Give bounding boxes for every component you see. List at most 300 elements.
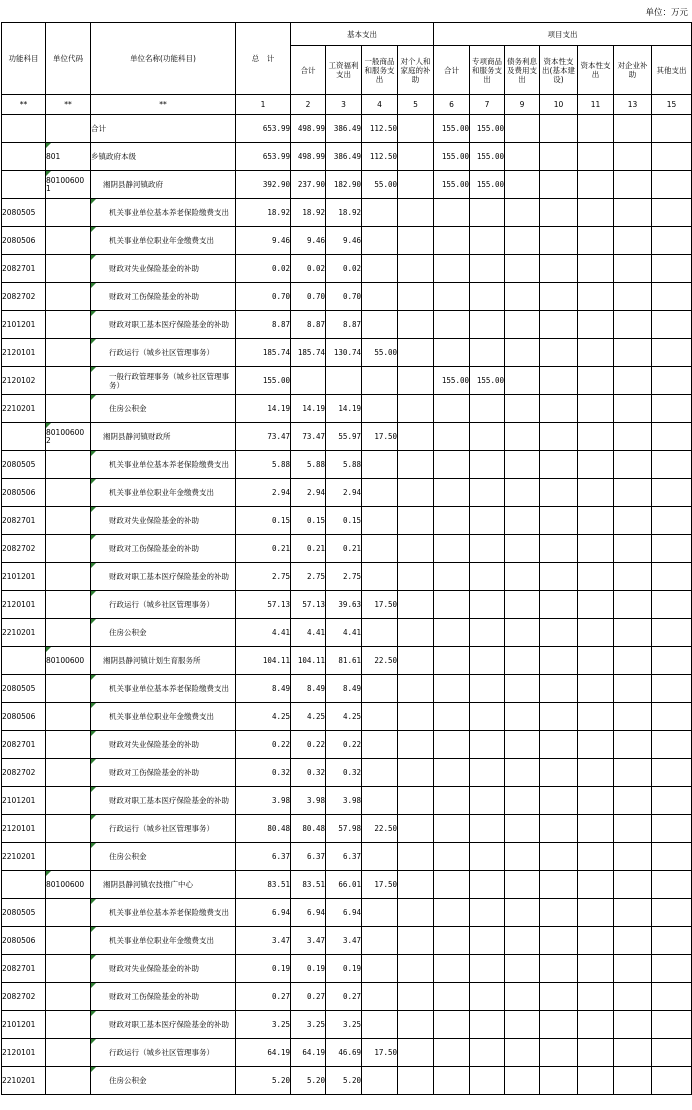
amount-cell: 9.46 — [236, 227, 291, 255]
amount-cell — [505, 451, 540, 479]
amount-cell: 155.00 — [470, 143, 505, 171]
cell-marker-icon — [91, 759, 96, 764]
amount-cell: 5.20 — [291, 1067, 326, 1095]
unit-name-cell: 乡镇政府本级 — [91, 143, 236, 171]
func-code-cell: 2082701 — [2, 507, 46, 535]
amount-cell — [614, 563, 652, 591]
amount-cell — [434, 1011, 470, 1039]
header-basic: 基本支出 — [291, 23, 434, 46]
amount-cell — [398, 619, 434, 647]
index-num: 10 — [540, 95, 578, 115]
unit-code-cell — [46, 591, 91, 619]
amount-cell: 0.27 — [236, 983, 291, 1011]
unit-name-cell: 住房公积金 — [91, 619, 236, 647]
amount-cell — [470, 1039, 505, 1067]
amount-cell — [614, 983, 652, 1011]
header-unit-name: 单位名称(功能科目) — [91, 23, 236, 95]
amount-cell — [470, 339, 505, 367]
amount-cell — [578, 1011, 614, 1039]
amount-cell — [578, 507, 614, 535]
amount-cell: 73.47 — [236, 423, 291, 451]
unit-code-text: 801 — [46, 151, 61, 161]
amount-cell — [398, 955, 434, 983]
unit-name-cell: 机关事业单位职业年金缴费支出 — [91, 703, 236, 731]
amount-cell — [652, 311, 692, 339]
index-num: 11 — [578, 95, 614, 115]
amount-cell: 0.19 — [236, 955, 291, 983]
amount-cell: 8.87 — [236, 311, 291, 339]
amount-cell — [614, 955, 652, 983]
unit-code-cell — [46, 1067, 91, 1095]
amount-cell: 3.47 — [236, 927, 291, 955]
table-row — [2, 759, 692, 787]
func-code-cell: 2120101 — [2, 591, 46, 619]
amount-cell — [540, 703, 578, 731]
amount-cell — [578, 311, 614, 339]
amount-cell — [614, 143, 652, 171]
amount-cell — [398, 759, 434, 787]
amount-cell — [652, 983, 692, 1011]
unit-name-cell: 机关事业单位基本养老保险缴费支出 — [91, 675, 236, 703]
amount-cell — [540, 311, 578, 339]
amount-cell — [505, 227, 540, 255]
amount-cell — [362, 1011, 398, 1039]
table-row — [2, 591, 692, 619]
amount-cell — [362, 759, 398, 787]
amount-cell — [652, 619, 692, 647]
amount-cell — [505, 311, 540, 339]
amount-cell — [540, 143, 578, 171]
amount-cell — [652, 899, 692, 927]
func-code-cell: 2080505 — [2, 451, 46, 479]
amount-cell: 14.19 — [326, 395, 362, 423]
amount-cell — [505, 871, 540, 899]
amount-cell: 9.46 — [326, 227, 362, 255]
unit-name-cell: 行政运行（城乡社区管理事务） — [91, 339, 236, 367]
amount-cell: 83.51 — [291, 871, 326, 899]
unit-code-cell — [46, 563, 91, 591]
amount-cell — [470, 563, 505, 591]
amount-cell — [362, 675, 398, 703]
amount-cell: 17.50 — [362, 591, 398, 619]
amount-cell — [470, 283, 505, 311]
unit-code-text: 801006001 — [46, 175, 85, 193]
unit-name-cell: 行政运行（城乡社区管理事务） — [91, 815, 236, 843]
amount-cell — [652, 507, 692, 535]
cell-marker-icon — [91, 255, 96, 260]
amount-cell: 6.94 — [291, 899, 326, 927]
amount-cell — [362, 787, 398, 815]
amount-cell: 18.92 — [291, 199, 326, 227]
table-row — [2, 1039, 692, 1067]
header-basic-col: 合计 — [291, 46, 326, 95]
amount-cell: 0.32 — [291, 759, 326, 787]
amount-cell — [326, 367, 362, 395]
header-total: 总 计 — [236, 23, 291, 95]
unit-name-cell: 湘阴县静河镇农技推广中心 — [91, 871, 236, 899]
amount-cell — [614, 199, 652, 227]
amount-cell — [614, 1039, 652, 1067]
amount-cell — [578, 199, 614, 227]
amount-cell — [540, 451, 578, 479]
amount-cell: 0.21 — [326, 535, 362, 563]
amount-cell — [578, 171, 614, 199]
amount-cell — [434, 619, 470, 647]
table-row — [2, 339, 692, 367]
unit-code-cell — [46, 283, 91, 311]
amount-cell — [398, 871, 434, 899]
amount-cell — [434, 759, 470, 787]
amount-cell — [505, 619, 540, 647]
amount-cell — [434, 871, 470, 899]
amount-cell — [540, 927, 578, 955]
table-row — [2, 843, 692, 871]
amount-cell — [578, 395, 614, 423]
amount-cell — [614, 1067, 652, 1095]
cell-marker-icon — [91, 843, 96, 848]
unit-name-cell: 财政对工伤保险基金的补助 — [91, 535, 236, 563]
amount-cell — [652, 787, 692, 815]
amount-cell — [470, 1011, 505, 1039]
unit-code-text: 80100600 — [46, 655, 85, 665]
unit-code-cell — [46, 843, 91, 871]
unit-name-cell: 机关事业单位职业年金缴费支出 — [91, 479, 236, 507]
cell-marker-icon — [46, 171, 51, 176]
func-code-cell: 2080506 — [2, 479, 46, 507]
amount-cell — [540, 339, 578, 367]
index-num: 13 — [614, 95, 652, 115]
amount-cell — [505, 731, 540, 759]
cell-marker-icon — [91, 479, 96, 484]
header-project-col: 债务利息及费用支出 — [505, 46, 540, 95]
amount-cell: 0.21 — [291, 535, 326, 563]
amount-cell — [578, 647, 614, 675]
amount-cell — [434, 787, 470, 815]
cell-marker-icon — [91, 619, 96, 624]
amount-cell: 3.25 — [236, 1011, 291, 1039]
amount-cell: 3.47 — [291, 927, 326, 955]
unit-name-cell: 机关事业单位基本养老保险缴费支出 — [91, 899, 236, 927]
amount-cell — [470, 843, 505, 871]
table-row — [2, 731, 692, 759]
amount-cell — [505, 759, 540, 787]
cell-marker-icon — [46, 423, 51, 428]
amount-cell: 2.94 — [291, 479, 326, 507]
amount-cell: 14.19 — [236, 395, 291, 423]
amount-cell — [652, 423, 692, 451]
amount-cell — [398, 983, 434, 1011]
amount-cell — [505, 171, 540, 199]
index-mark: ** — [91, 95, 236, 115]
header-project: 项目支出 — [434, 23, 692, 46]
amount-cell — [434, 591, 470, 619]
func-code-cell: 2210201 — [2, 619, 46, 647]
unit-code-cell — [46, 1011, 91, 1039]
amount-cell — [614, 479, 652, 507]
cell-marker-icon — [46, 143, 51, 148]
header-project-col: 资本性支出(基本建设) — [540, 46, 578, 95]
unit-code-cell — [46, 899, 91, 927]
amount-cell — [362, 367, 398, 395]
table-row — [2, 927, 692, 955]
amount-cell — [362, 255, 398, 283]
unit-name-cell: 机关事业单位基本养老保险缴费支出 — [91, 199, 236, 227]
amount-cell — [578, 703, 614, 731]
amount-cell — [614, 367, 652, 395]
amount-cell — [540, 647, 578, 675]
amount-cell — [398, 535, 434, 563]
amount-cell: 55.97 — [326, 423, 362, 451]
amount-cell — [652, 115, 692, 143]
amount-cell — [434, 899, 470, 927]
amount-cell — [470, 479, 505, 507]
amount-cell — [398, 479, 434, 507]
amount-cell — [614, 927, 652, 955]
amount-cell — [362, 227, 398, 255]
table-row — [2, 115, 692, 143]
amount-cell: 8.87 — [326, 311, 362, 339]
amount-cell — [470, 423, 505, 451]
amount-cell — [291, 367, 326, 395]
amount-cell — [614, 171, 652, 199]
unit-code-cell — [46, 171, 91, 199]
amount-cell — [652, 535, 692, 563]
amount-cell: 155.00 — [470, 367, 505, 395]
amount-cell — [470, 1067, 505, 1095]
table-row — [2, 199, 692, 227]
func-code-cell: 2082702 — [2, 759, 46, 787]
func-code-cell: 2080506 — [2, 703, 46, 731]
amount-cell — [578, 927, 614, 955]
amount-cell: 66.01 — [326, 871, 362, 899]
amount-cell: 0.02 — [326, 255, 362, 283]
unit-code-cell — [46, 675, 91, 703]
func-code-cell: 2082701 — [2, 255, 46, 283]
amount-cell — [362, 1067, 398, 1095]
amount-cell: 185.74 — [291, 339, 326, 367]
amount-cell: 155.00 — [236, 367, 291, 395]
func-code-cell: 2082702 — [2, 535, 46, 563]
cell-marker-icon — [91, 983, 96, 988]
unit-name-cell: 湘阴县静河镇计划生育服务所 — [91, 647, 236, 675]
amount-cell — [614, 507, 652, 535]
amount-cell: 104.11 — [291, 647, 326, 675]
unit-code-cell — [46, 143, 91, 171]
amount-cell — [398, 115, 434, 143]
amount-cell: 0.27 — [291, 983, 326, 1011]
amount-cell — [652, 927, 692, 955]
amount-cell — [505, 143, 540, 171]
amount-cell — [578, 675, 614, 703]
unit-name-cell: 财政对职工基本医疗保险基金的补助 — [91, 1011, 236, 1039]
unit-name-cell: 机关事业单位职业年金缴费支出 — [91, 927, 236, 955]
unit-code-cell — [46, 479, 91, 507]
header-func-subject: 功能科目 — [2, 23, 46, 95]
func-code-cell: 2120101 — [2, 1039, 46, 1067]
amount-cell — [398, 591, 434, 619]
amount-cell — [434, 283, 470, 311]
unit-code-cell — [46, 871, 91, 899]
unit-name-cell: 合计 — [91, 115, 236, 143]
func-code-cell: 2080505 — [2, 199, 46, 227]
amount-cell: 80.48 — [236, 815, 291, 843]
unit-code-cell — [46, 423, 91, 451]
unit-code-text: 80100600 — [46, 879, 85, 889]
unit-code-cell — [46, 927, 91, 955]
amount-cell: 0.32 — [326, 759, 362, 787]
amount-cell — [578, 759, 614, 787]
table-row — [2, 311, 692, 339]
amount-cell — [505, 395, 540, 423]
amount-cell — [540, 955, 578, 983]
amount-cell — [470, 899, 505, 927]
amount-cell — [505, 787, 540, 815]
amount-cell — [470, 731, 505, 759]
unit-name-cell: 行政运行（城乡社区管理事务） — [91, 1039, 236, 1067]
amount-cell — [398, 815, 434, 843]
amount-cell: 0.15 — [291, 507, 326, 535]
unit-name-cell: 财政对工伤保险基金的补助 — [91, 759, 236, 787]
amount-cell — [652, 367, 692, 395]
amount-cell — [652, 255, 692, 283]
unit-name-cell: 财政对失业保险基金的补助 — [91, 731, 236, 759]
func-code-cell: 2101201 — [2, 1011, 46, 1039]
amount-cell — [652, 843, 692, 871]
amount-cell — [470, 647, 505, 675]
unit-code-cell — [46, 731, 91, 759]
cell-marker-icon — [91, 927, 96, 932]
amount-cell — [434, 395, 470, 423]
amount-cell — [540, 843, 578, 871]
index-num: 2 — [291, 95, 326, 115]
amount-cell: 155.00 — [434, 367, 470, 395]
amount-cell: 155.00 — [470, 115, 505, 143]
amount-cell: 64.19 — [291, 1039, 326, 1067]
amount-cell — [398, 395, 434, 423]
amount-cell — [652, 591, 692, 619]
amount-cell: 155.00 — [470, 171, 505, 199]
amount-cell — [398, 899, 434, 927]
header-project-col: 专项商品和服务支出 — [470, 46, 505, 95]
amount-cell: 18.92 — [236, 199, 291, 227]
header-basic-col: 工资福利支出 — [326, 46, 362, 95]
cell-marker-icon — [91, 955, 96, 960]
amount-cell — [362, 395, 398, 423]
amount-cell — [470, 787, 505, 815]
amount-cell — [614, 283, 652, 311]
table-row — [2, 507, 692, 535]
unit-name-cell: 财政对工伤保险基金的补助 — [91, 983, 236, 1011]
table-row — [2, 423, 692, 451]
amount-cell: 6.37 — [291, 843, 326, 871]
amount-cell — [578, 955, 614, 983]
cell-marker-icon — [91, 899, 96, 904]
amount-cell: 653.99 — [236, 115, 291, 143]
amount-cell — [398, 563, 434, 591]
amount-cell — [362, 507, 398, 535]
amount-cell — [398, 199, 434, 227]
amount-cell — [505, 843, 540, 871]
amount-cell: 3.98 — [291, 787, 326, 815]
unit-code-cell — [46, 227, 91, 255]
budget-table — [1, 22, 692, 1095]
amount-cell: 57.13 — [291, 591, 326, 619]
amount-cell — [362, 899, 398, 927]
amount-cell — [398, 423, 434, 451]
amount-cell: 17.50 — [362, 871, 398, 899]
amount-cell: 81.61 — [326, 647, 362, 675]
amount-cell — [652, 731, 692, 759]
amount-cell — [540, 479, 578, 507]
amount-cell — [398, 731, 434, 759]
func-code-cell: 2101201 — [2, 787, 46, 815]
amount-cell — [540, 899, 578, 927]
amount-cell — [505, 1039, 540, 1067]
amount-cell: 155.00 — [434, 143, 470, 171]
amount-cell: 57.13 — [236, 591, 291, 619]
amount-cell — [652, 283, 692, 311]
amount-cell — [614, 871, 652, 899]
unit-code-cell — [46, 535, 91, 563]
amount-cell — [362, 619, 398, 647]
amount-cell: 0.19 — [326, 955, 362, 983]
table-row — [2, 955, 692, 983]
amount-cell: 0.32 — [236, 759, 291, 787]
index-num: 1 — [236, 95, 291, 115]
amount-cell: 73.47 — [291, 423, 326, 451]
amount-cell — [614, 227, 652, 255]
amount-cell: 3.25 — [291, 1011, 326, 1039]
cell-marker-icon — [91, 339, 96, 344]
cell-marker-icon — [91, 395, 96, 400]
amount-cell — [505, 535, 540, 563]
amount-cell — [470, 451, 505, 479]
amount-cell — [434, 927, 470, 955]
unit-name-cell: 行政运行（城乡社区管理事务） — [91, 591, 236, 619]
amount-cell — [652, 647, 692, 675]
amount-cell — [398, 339, 434, 367]
amount-cell — [505, 115, 540, 143]
table-row — [2, 787, 692, 815]
amount-cell: 4.25 — [236, 703, 291, 731]
amount-cell: 0.70 — [291, 283, 326, 311]
amount-cell — [398, 367, 434, 395]
table-row — [2, 283, 692, 311]
amount-cell — [540, 675, 578, 703]
cell-marker-icon — [91, 1011, 96, 1016]
amount-cell — [540, 1011, 578, 1039]
amount-cell — [362, 703, 398, 731]
amount-cell: 3.98 — [236, 787, 291, 815]
amount-cell — [505, 983, 540, 1011]
table-row — [2, 815, 692, 843]
amount-cell — [652, 479, 692, 507]
header-project-col: 其他支出 — [652, 46, 692, 95]
amount-cell: 0.70 — [236, 283, 291, 311]
amount-cell — [540, 171, 578, 199]
amount-cell — [614, 619, 652, 647]
unit-code-cell — [46, 983, 91, 1011]
amount-cell — [398, 675, 434, 703]
amount-cell — [614, 703, 652, 731]
amount-cell: 8.49 — [236, 675, 291, 703]
amount-cell — [540, 563, 578, 591]
amount-cell: 17.50 — [362, 1039, 398, 1067]
amount-cell — [578, 143, 614, 171]
amount-cell: 5.20 — [326, 1067, 362, 1095]
table-row — [2, 451, 692, 479]
amount-cell — [398, 843, 434, 871]
